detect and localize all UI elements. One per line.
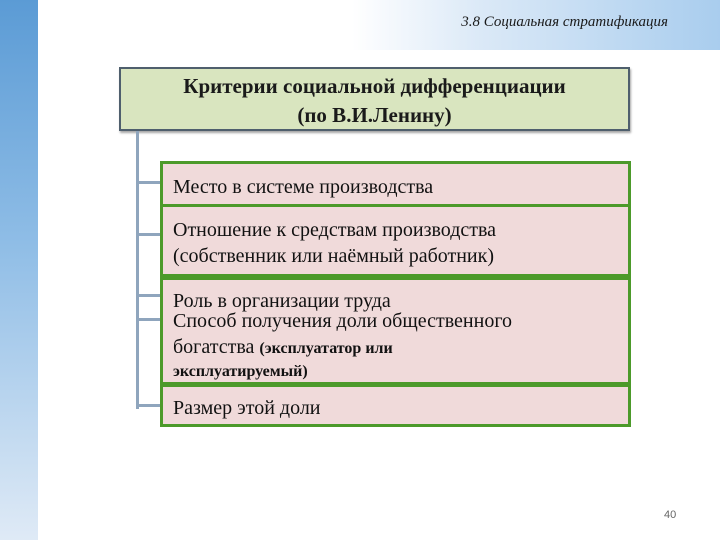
slide-section-label: 3.8 Социальная стратификация bbox=[461, 14, 668, 30]
branch-connector bbox=[138, 233, 162, 236]
criterion-subtext: (эксплуататор или bbox=[259, 340, 393, 357]
criterion-text: Отношение к средствам производства bbox=[173, 219, 497, 241]
criterion-box-place bbox=[160, 161, 631, 207]
criterion-box-role-and-method bbox=[160, 277, 631, 385]
page-number: 40 bbox=[664, 509, 677, 521]
branch-connector bbox=[138, 294, 162, 297]
criterion-text: (собственник или наёмный работник) bbox=[173, 245, 495, 267]
criterion-text-line bbox=[173, 334, 628, 362]
criterion-box-share-size bbox=[160, 384, 631, 427]
left-decorative-band bbox=[0, 0, 38, 540]
branch-connector bbox=[138, 318, 162, 321]
title-line-2: (по В.И.Ленину) bbox=[297, 103, 452, 127]
criterion-box-ownership bbox=[160, 204, 631, 277]
criterion-text: Размер этой доли bbox=[173, 397, 321, 419]
criterion-subtext: эксплуатируемый) bbox=[173, 363, 308, 380]
criterion-text: Роль в организации труда bbox=[173, 290, 391, 312]
diagram-title-box bbox=[119, 67, 630, 131]
criterion-text: Место в системе производства bbox=[173, 176, 434, 198]
criterion-text: богатства bbox=[173, 336, 260, 358]
criterion-text: Способ получения доли общественного bbox=[173, 310, 513, 332]
tree-trunk-connector bbox=[136, 131, 139, 409]
title-line-1: Критерии социальной дифференциации bbox=[183, 74, 566, 98]
branch-connector bbox=[138, 404, 162, 407]
branch-connector bbox=[138, 181, 162, 184]
